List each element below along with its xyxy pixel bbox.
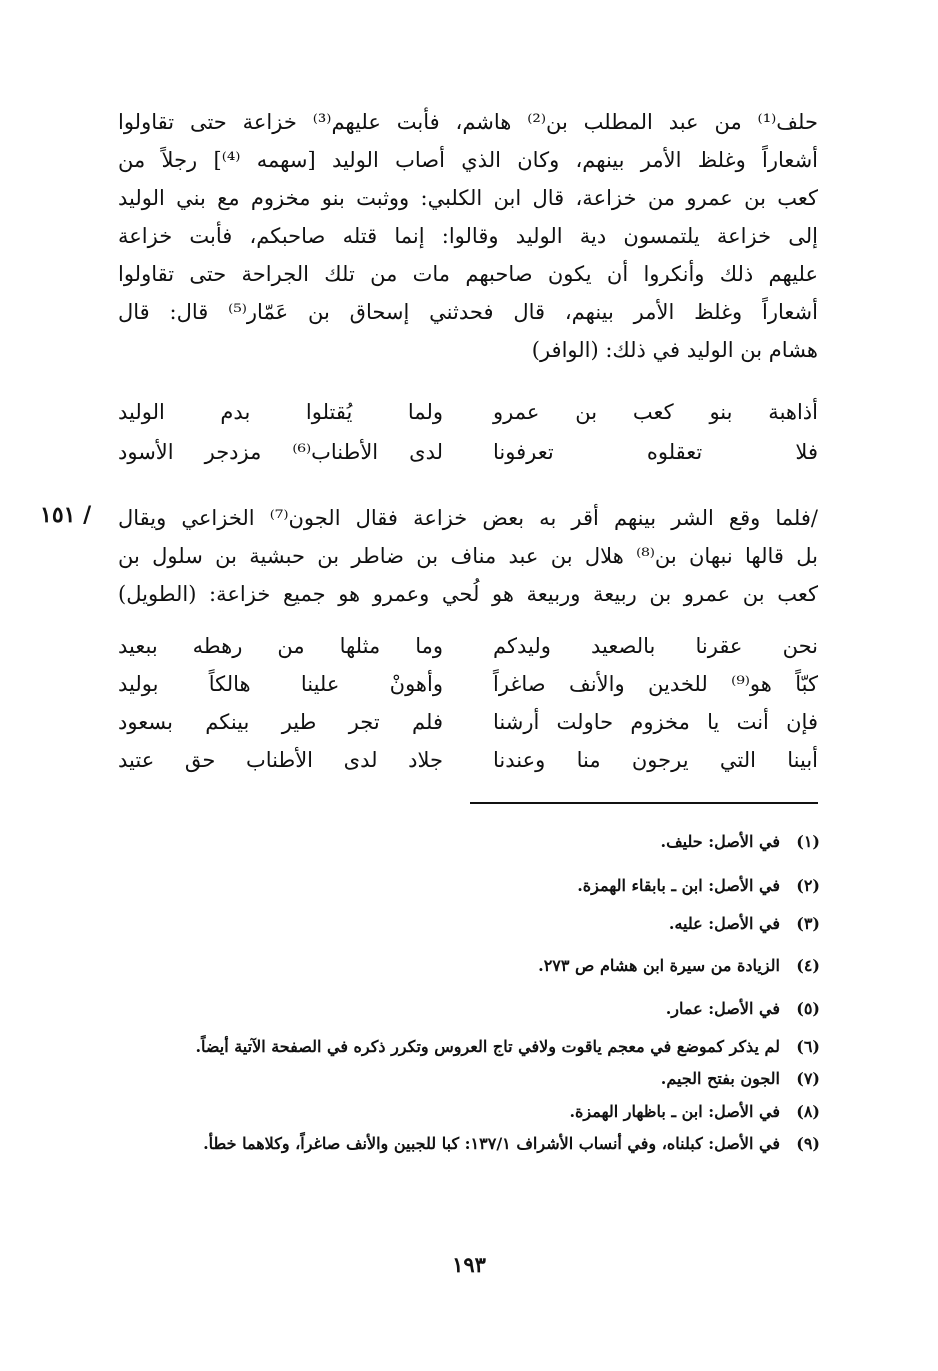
verse-first-hemistich: كبّاً هو⁽⁹⁾ للخدين والأنف صاغراً [493,672,818,696]
prose-line: هشام بن الوليد في ذلك: (الوافر) [531,338,818,362]
footnote-number: (٨) [796,1102,820,1121]
footnote-text: في الأصل: ابن ـ بابقاء الهمزة. [577,876,780,895]
footnote-number: (٥) [796,999,820,1018]
footnote-number: (٢) [796,876,820,895]
footnote-text: في الأصل: ابن ـ باظهار الهمزة. [569,1102,780,1121]
verse-row [118,396,818,428]
prose-line: أشعاراً وغلظ الأمر بينهم، وكان الذي أصاب الوليد [سهمه ⁽⁴⁾] رجلاً من [118,148,818,172]
verse-row [118,630,818,662]
verse-row [118,668,818,700]
footnote [130,829,820,855]
verse-second-hemistich: جلاد لدى الأطناب حق عتيد [118,748,443,772]
footnote-number: (٦) [796,1037,820,1056]
footnote-text: الجون بفتح الجيم. [660,1069,780,1088]
verse-first-hemistich: نحن عقرنا بالصعيد وليدكم [493,634,818,658]
verse-second-hemistich: ولما يُقتلوا بدم الوليد [118,400,443,424]
footnote [130,1034,820,1060]
verse-second-hemistich: وما مثلها من رهطه ببعيد [118,634,443,658]
footnote-number: (٣) [796,914,820,933]
footnote-text: في الأصل: عليه. [668,914,780,933]
footnote [130,953,820,979]
prose-line: إلى خزاعة يلتمسون دية الوليد وقالوا: إنما قتله صاحبكم، فأبت خزاعة [118,224,818,248]
prose-line: بل قالها نبهان بن⁽⁸⁾ هلال بن عبد مناف بن ضاطر بن حبشية بن سلول بن [118,544,819,568]
verse-first-hemistich: فلا تعقلوه تعرفونا [493,440,818,464]
footnote-separator [470,802,818,804]
verse-first-hemistich: أبينا التي يرجون منا وعندنا [493,748,818,772]
prose-line: كعب بن عمرو بن ربيعة وربيعة هو لُحي وعمرو هو جميع خزاعة: (الطويل) [118,582,818,606]
verse-second-hemistich: فلم تجر طير بينكم بسعود [118,710,443,734]
verse-row [118,744,818,776]
prose-line: عليهم ذلك وأنكروا أن يكون صاحبهم مات من تلك الجراحة حتى تقاولوا [118,262,818,286]
verse-row [118,436,818,468]
footnote-text: الزيادة من سيرة ابن هشام ص ٢٧٣. [538,956,780,975]
footnote-number: (٤) [796,956,820,975]
footnote-text: في الأصل: كبلناه، وفي أنساب الأشراف ١٣٧/١: كبا للجبين والأنف صاغراً، وكلاهما خطأ. [203,1134,780,1153]
page-number: ١٩٣ [452,1252,486,1277]
footnote-number: (١) [796,832,820,851]
footnote [130,1131,820,1157]
footnote [130,1099,820,1125]
verse-first-hemistich: فإن أنت يا مخزوم حاولت أرشنا [493,710,818,734]
prose-line: أشعاراً وغلظ الأمر بينهم، قال فحدثني إسحاق بن عَمّار⁽⁵⁾ قال: قال [118,300,818,324]
prose-line: /فلما وقع الشر بينهم أقر به بعض خزاعة فقال الجون⁽⁷⁾ الخزاعي ويقال [118,506,818,530]
prose-line: كعب بن عمرو من خزاعة، قال ابن الكلبي: ووثبت بنو مخزوم مع بني الوليد [118,186,818,210]
verse-second-hemistich: لدى الأطناب⁽⁶⁾ مزدجر الأسود [118,440,443,464]
verse-first-hemistich: أذاهبة بنو كعب بن عمرو [493,400,818,424]
footnote-text: في الأصل: عمار. [665,999,780,1018]
footnote-number: (٩) [796,1134,820,1153]
verse-second-hemistich: وأهونْ علينا هالكاً بوليد [118,672,443,696]
footnote [130,1066,820,1092]
verse-row [118,706,818,738]
prose-line: حلف⁽¹⁾ من عبد المطلب بن⁽²⁾ هاشم، فأبت عليهم⁽³⁾ خزاعة حتى تقاولوا [118,110,818,134]
marginal-page-reference: / ١٥١ [40,502,92,528]
footnote-text: في الأصل: حليف. [660,832,780,851]
footnote-number: (٧) [796,1069,820,1088]
footnote [130,873,820,899]
footnote [130,911,820,937]
footnote [130,996,820,1022]
footnote-text: لم يذكر كموضع في معجم ياقوت ولافي تاج العروس وتكرر ذكره في الصفحة الآتية أيضاً. [195,1037,780,1056]
